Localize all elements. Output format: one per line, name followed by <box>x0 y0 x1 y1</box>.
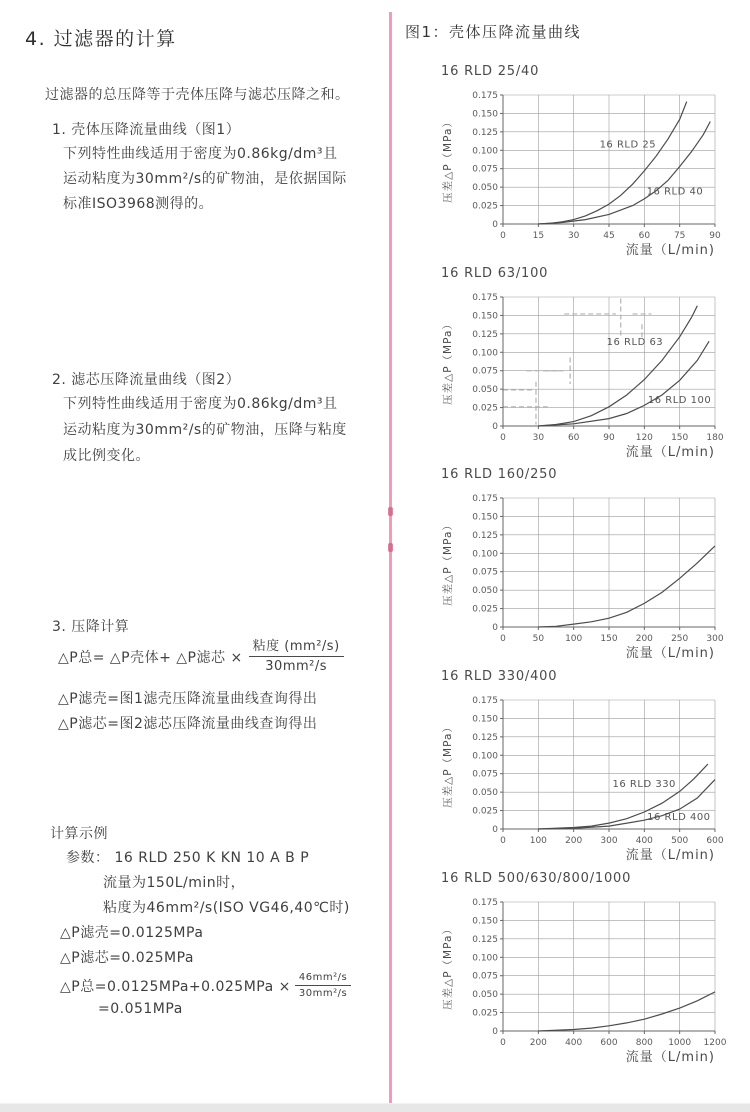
formula-lhs: △P总= △P壳体+ △P滤芯 × <box>58 649 243 666</box>
y-tick-label: 0.050 <box>472 586 498 597</box>
x-tick-label: 0 <box>500 836 506 846</box>
x-tick-label: 30 <box>567 231 580 241</box>
y-tick-label: 0.050 <box>472 385 498 396</box>
x-tick-label: 200 <box>635 634 653 644</box>
chart-plot <box>437 290 739 462</box>
y-tick-label: 0 <box>492 1027 498 1037</box>
intro-paragraph: 过滤器的总压降等于壳体压降与滤芯压降之和。 <box>45 87 350 103</box>
pressure-formula <box>58 638 344 675</box>
section-2-line: 下列特性曲线适用于密度为0.86kg/dm³且 <box>63 396 338 412</box>
figure-header: 图1：壳体压降流量曲线 <box>405 23 582 41</box>
y-axis-label: 压差△P（MPa） <box>442 923 454 1010</box>
section-1-line: 标准ISO3968测得的。 <box>63 196 214 212</box>
x-axis-label: 流量（L/min) <box>625 848 715 863</box>
y-tick-label: 0.075 <box>472 769 498 780</box>
x-tick-label: 150 <box>600 634 618 644</box>
x-axis-label: 流量（L/min) <box>625 445 715 460</box>
chart-canvas <box>437 88 739 264</box>
section-1-heading: 1. 壳体压降流量曲线（图1） <box>52 122 241 138</box>
chart-block-3 <box>437 467 739 667</box>
formula-note: △P滤芯=图2滤芯压降流量曲线查询得出 <box>58 716 318 732</box>
y-tick-label: 0.075 <box>472 567 498 578</box>
x-tick-label: 90 <box>603 433 615 443</box>
chart-block-1 <box>437 64 739 264</box>
chart-canvas <box>437 290 739 466</box>
curve-16-rld-100 <box>538 341 712 426</box>
example-result: △P滤壳=0.0125MPa <box>60 925 204 941</box>
formula-note: △P滤壳=图1滤壳压降流量曲线查询得出 <box>58 691 318 707</box>
x-tick-label: 250 <box>671 634 689 644</box>
x-tick-label: 500 <box>671 836 689 846</box>
x-tick-label: 600 <box>600 1038 618 1048</box>
x-tick-label: 60 <box>567 433 580 443</box>
curve-label: 16 RLD 330 <box>612 778 676 790</box>
y-tick-label: 0 <box>492 220 498 230</box>
section-2-line: 成比例变化。 <box>63 448 150 464</box>
y-tick-label: 0.175 <box>472 293 498 303</box>
x-tick-label: 800 <box>635 1038 653 1048</box>
chart-canvas <box>437 491 739 667</box>
x-tick-label: 600 <box>706 836 724 846</box>
example-total-lhs: △P总=0.0125MPa+0.025MPa × <box>60 978 291 995</box>
y-tick-label: 0 <box>492 825 498 835</box>
fraction-numerator: 46mm²/s <box>295 971 351 986</box>
curve-16-rld-160-250 <box>538 546 715 627</box>
x-tick-label: 30 <box>532 433 545 443</box>
y-tick-label: 0.025 <box>472 403 498 414</box>
y-tick-label: 0.050 <box>472 788 498 799</box>
x-tick-label: 60 <box>638 231 651 241</box>
chart-title: 16 RLD 160/250 <box>441 467 558 482</box>
y-tick-label: 0.125 <box>472 530 498 541</box>
section-2-heading: 2. 滤芯压降流量曲线（图2） <box>52 372 241 388</box>
x-tick-label: 100 <box>565 634 583 644</box>
example-total-row <box>60 971 351 1000</box>
y-tick-label: 0.100 <box>472 146 498 157</box>
example-result: △P滤芯=0.025MPa <box>60 950 194 966</box>
x-tick-label: 90 <box>709 231 721 241</box>
y-tick-label: 0.025 <box>472 806 498 817</box>
y-axis-label: 压差△P（MPa） <box>442 519 454 606</box>
section-1-line: 下列特性曲线适用于密度为0.86kg/dm³且 <box>63 146 338 162</box>
y-tick-label: 0.075 <box>472 366 498 377</box>
x-tick-label: 200 <box>565 836 583 846</box>
x-tick-label: 50 <box>532 634 545 644</box>
chart-title: 16 RLD 500/630/800/1000 <box>441 871 632 886</box>
example-param-line: 参数： 16 RLD 250 K KN 10 A B P <box>66 850 310 866</box>
curve-label: 16 RLD 100 <box>647 395 712 407</box>
chart-plot <box>437 491 739 663</box>
fraction-denominator: 30mm²/s <box>298 988 348 999</box>
example-total-fraction <box>295 971 351 1000</box>
chart-title: 16 RLD 330/400 <box>441 669 558 684</box>
chart-plot <box>437 88 739 260</box>
example-total-result: =0.051MPa <box>98 1001 183 1017</box>
x-tick-label: 45 <box>603 231 615 241</box>
x-tick-label: 15 <box>532 231 545 241</box>
column-divider <box>389 12 392 1103</box>
curve-label: 16 RLD 400 <box>647 812 711 824</box>
y-tick-label: 0.025 <box>472 604 498 615</box>
y-axis-label: 压差△P（MPa） <box>442 318 454 405</box>
y-tick-label: 0.100 <box>472 348 498 359</box>
x-axis-label: 流量（L/min) <box>625 243 715 258</box>
x-axis-label: 流量（L/min) <box>625 1050 715 1065</box>
y-tick-label: 0.050 <box>472 183 498 194</box>
y-axis-label: 压差△P（MPa） <box>442 116 454 203</box>
y-tick-label: 0.175 <box>472 91 498 101</box>
y-tick-label: 0.025 <box>472 1008 498 1019</box>
y-tick-label: 0.150 <box>472 512 498 523</box>
curve-label: 16 RLD 63 <box>606 336 664 348</box>
y-tick-label: 0.125 <box>472 329 498 340</box>
y-tick-label: 0.150 <box>472 311 498 322</box>
x-tick-label: 200 <box>529 1038 547 1048</box>
chart-block-4 <box>437 669 739 869</box>
x-tick-label: 300 <box>600 836 618 846</box>
y-tick-label: 0.100 <box>472 549 498 560</box>
y-tick-label: 0.100 <box>472 953 498 964</box>
x-tick-label: 400 <box>635 836 653 846</box>
curve-16-rld-63 <box>538 306 697 426</box>
y-tick-label: 0.150 <box>472 916 498 927</box>
example-heading: 计算示例 <box>50 826 108 842</box>
page-edge-shadow <box>0 1103 750 1112</box>
formula-fraction <box>249 638 344 675</box>
x-tick-label: 0 <box>500 231 506 241</box>
chart-title: 16 RLD 63/100 <box>441 266 549 281</box>
y-tick-label: 0.175 <box>472 696 498 706</box>
x-tick-label: 0 <box>500 634 506 644</box>
example-condition: 流量为150L/min时， <box>103 875 246 891</box>
x-tick-label: 150 <box>671 433 689 443</box>
scan-smudge <box>388 507 393 516</box>
x-tick-label: 1000 <box>668 1038 692 1048</box>
y-axis-label: 压差△P（MPa） <box>442 721 454 808</box>
chart-plot <box>437 693 739 865</box>
y-tick-label: 0.050 <box>472 990 498 1001</box>
y-tick-label: 0.025 <box>472 201 498 212</box>
y-tick-label: 0.125 <box>472 127 498 138</box>
curve-label: 16 RLD 40 <box>646 186 704 198</box>
section-3-heading: 3. 压降计算 <box>52 619 130 635</box>
chart-canvas <box>437 895 739 1071</box>
y-tick-label: 0.075 <box>472 164 498 175</box>
y-tick-label: 0.175 <box>472 494 498 504</box>
fraction-numerator: 粘度 (mm²/s) <box>249 638 344 657</box>
x-axis-label: 流量（L/min) <box>625 646 715 661</box>
page-title: 4. 过滤器的计算 <box>25 28 177 50</box>
section-2-line: 运动粘度为30mm²/s的矿物油，压降与粘度 <box>63 422 347 438</box>
y-tick-label: 0.150 <box>472 714 498 725</box>
x-tick-label: 300 <box>706 634 724 644</box>
scan-smudge <box>388 543 393 552</box>
fraction-denominator: 30mm²/s <box>265 659 328 674</box>
y-tick-label: 0 <box>492 623 498 633</box>
section-1-line: 运动粘度为30mm²/s的矿物油，是依据国际 <box>63 171 347 187</box>
example-condition: 粘度为46mm²/s(ISO VG46,40℃时) <box>103 900 350 916</box>
x-tick-label: 0 <box>500 433 506 443</box>
y-tick-label: 0.075 <box>472 971 498 982</box>
chart-title: 16 RLD 25/40 <box>441 64 540 79</box>
x-tick-label: 180 <box>706 433 724 443</box>
chart-block-2 <box>437 266 739 466</box>
x-tick-label: 75 <box>673 231 686 241</box>
y-tick-label: 0.125 <box>472 934 498 945</box>
x-tick-label: 100 <box>529 836 547 846</box>
curve-16-rld-40 <box>538 122 710 225</box>
x-tick-label: 0 <box>500 1038 506 1048</box>
chart-canvas <box>437 693 739 869</box>
x-tick-label: 1200 <box>703 1038 727 1048</box>
chart-plot <box>437 895 739 1067</box>
y-tick-label: 0.100 <box>472 751 498 762</box>
y-tick-label: 0.150 <box>472 109 498 120</box>
y-tick-label: 0 <box>492 422 498 432</box>
x-tick-label: 120 <box>635 433 653 443</box>
y-tick-label: 0.175 <box>472 898 498 908</box>
x-tick-label: 400 <box>565 1038 583 1048</box>
curve-label: 16 RLD 25 <box>599 139 657 151</box>
chart-block-5 <box>437 871 739 1071</box>
y-tick-label: 0.125 <box>472 732 498 743</box>
curve-16-rld-500-630-800-1000 <box>538 992 715 1031</box>
